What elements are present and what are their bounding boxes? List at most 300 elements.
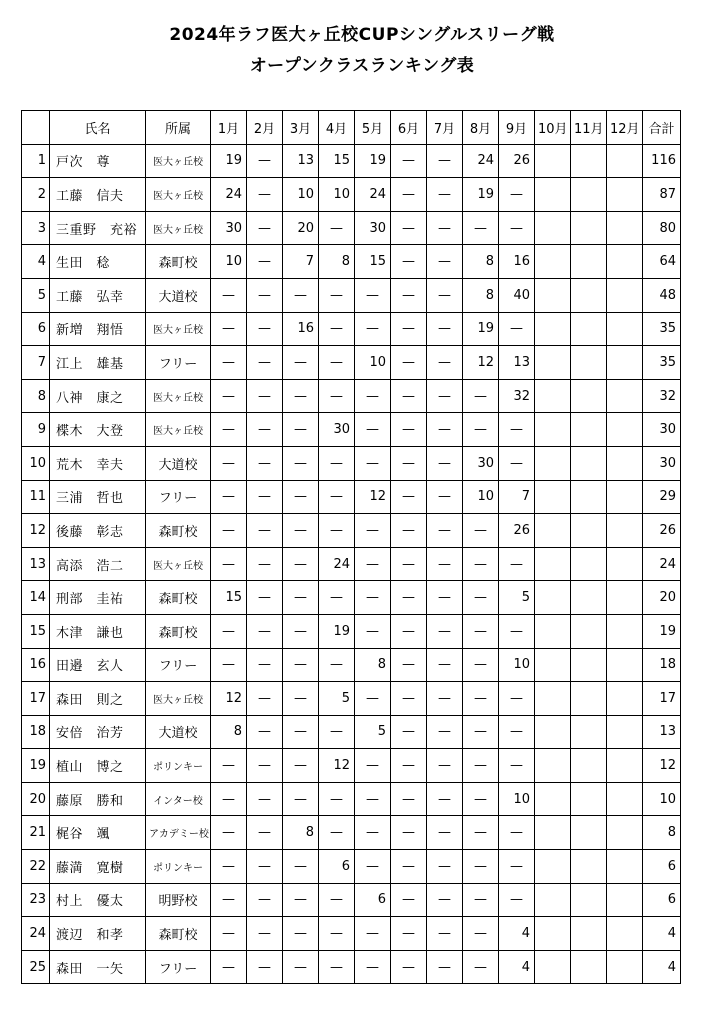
month-score: — xyxy=(283,950,319,984)
month-score: — xyxy=(463,211,499,245)
month-score: — xyxy=(247,648,283,682)
month-score xyxy=(535,278,571,312)
month-score: — xyxy=(427,245,463,279)
month-score: — xyxy=(463,682,499,716)
month-score: — xyxy=(463,917,499,951)
total-score: 32 xyxy=(643,379,681,413)
month-score: 16 xyxy=(283,312,319,346)
ranking-table xyxy=(21,110,681,984)
affiliation: 森町校 xyxy=(146,917,211,951)
month-score: 5 xyxy=(319,682,355,716)
month-score xyxy=(535,211,571,245)
month-score: — xyxy=(247,446,283,480)
month-score: — xyxy=(391,379,427,413)
player-name: 渡辺 和孝 xyxy=(50,917,146,951)
month-score xyxy=(571,850,607,884)
rank-cell: 15 xyxy=(22,614,50,648)
rank-cell: 1 xyxy=(22,144,50,178)
rank-cell: 18 xyxy=(22,715,50,749)
rank-cell: 11 xyxy=(22,480,50,514)
month-score: — xyxy=(355,581,391,615)
month-score: — xyxy=(247,346,283,380)
total-score: 8 xyxy=(643,816,681,850)
month-score: — xyxy=(355,446,391,480)
month-score: — xyxy=(247,178,283,212)
month-score xyxy=(571,178,607,212)
month-score: — xyxy=(211,648,247,682)
month-score: — xyxy=(391,648,427,682)
total-score: 80 xyxy=(643,211,681,245)
table-row xyxy=(22,749,681,783)
month-score: — xyxy=(427,346,463,380)
month-score: — xyxy=(427,682,463,716)
month-score xyxy=(607,850,643,884)
month-score xyxy=(571,379,607,413)
month-score: — xyxy=(355,278,391,312)
month-score xyxy=(535,446,571,480)
month-score: — xyxy=(391,480,427,514)
month-score: 12 xyxy=(211,682,247,716)
rank-cell: 14 xyxy=(22,581,50,615)
month-score: 8 xyxy=(211,715,247,749)
month-score: — xyxy=(499,312,535,346)
month-score: — xyxy=(391,514,427,548)
month-score: 10 xyxy=(499,648,535,682)
total-score: 35 xyxy=(643,346,681,380)
month-score: 19 xyxy=(355,144,391,178)
column-header xyxy=(22,111,50,145)
month-score: — xyxy=(427,782,463,816)
month-score: — xyxy=(427,614,463,648)
month-score: 6 xyxy=(319,850,355,884)
column-header: 12月 xyxy=(607,111,643,145)
month-score xyxy=(535,379,571,413)
month-score: 40 xyxy=(499,278,535,312)
total-score: 17 xyxy=(643,682,681,716)
affiliation: フリー xyxy=(146,480,211,514)
affiliation: 医大ヶ丘校 xyxy=(146,211,211,245)
month-score xyxy=(571,346,607,380)
month-score: 19 xyxy=(319,614,355,648)
month-score: — xyxy=(283,682,319,716)
month-score xyxy=(607,917,643,951)
month-score xyxy=(535,346,571,380)
table-row xyxy=(22,614,681,648)
month-score: — xyxy=(283,917,319,951)
column-header: 4月 xyxy=(319,111,355,145)
month-score xyxy=(607,816,643,850)
month-score: — xyxy=(319,581,355,615)
column-header: 9月 xyxy=(499,111,535,145)
month-score xyxy=(607,514,643,548)
affiliation: 医大ヶ丘校 xyxy=(146,144,211,178)
month-score: — xyxy=(319,312,355,346)
month-score: — xyxy=(283,346,319,380)
month-score xyxy=(571,648,607,682)
month-score: — xyxy=(283,749,319,783)
month-score xyxy=(607,413,643,447)
month-score: 7 xyxy=(499,480,535,514)
month-score: — xyxy=(247,211,283,245)
total-score: 29 xyxy=(643,480,681,514)
table-row xyxy=(22,312,681,346)
month-score xyxy=(571,312,607,346)
month-score: — xyxy=(211,614,247,648)
column-header: 5月 xyxy=(355,111,391,145)
total-score: 48 xyxy=(643,278,681,312)
table-row xyxy=(22,245,681,279)
month-score: 19 xyxy=(211,144,247,178)
affiliation: 森町校 xyxy=(146,581,211,615)
total-score: 24 xyxy=(643,547,681,581)
player-name: 新増 翔悟 xyxy=(50,312,146,346)
month-score xyxy=(535,144,571,178)
month-score: — xyxy=(391,682,427,716)
month-score: — xyxy=(283,547,319,581)
total-score: 30 xyxy=(643,413,681,447)
total-score: 12 xyxy=(643,749,681,783)
player-name: 木津 謙也 xyxy=(50,614,146,648)
month-score: 20 xyxy=(283,211,319,245)
table-body xyxy=(22,144,681,984)
month-score: 24 xyxy=(211,178,247,212)
affiliation: フリー xyxy=(146,346,211,380)
month-score xyxy=(571,614,607,648)
table-row xyxy=(22,850,681,884)
month-score: — xyxy=(283,413,319,447)
month-score: 12 xyxy=(319,749,355,783)
table-row xyxy=(22,715,681,749)
month-score: 4 xyxy=(499,917,535,951)
player-name: 江上 雄基 xyxy=(50,346,146,380)
month-score: — xyxy=(283,379,319,413)
table-row xyxy=(22,446,681,480)
total-score: 4 xyxy=(643,917,681,951)
month-score: 19 xyxy=(463,312,499,346)
month-score: — xyxy=(391,614,427,648)
total-score: 20 xyxy=(643,581,681,615)
column-header: 6月 xyxy=(391,111,427,145)
page-title: 2024年ラフ医大ヶ丘校CUPシングルスリーグ戦 xyxy=(169,25,555,45)
month-score: — xyxy=(211,346,247,380)
total-score: 6 xyxy=(643,850,681,884)
month-score: — xyxy=(319,715,355,749)
month-score: — xyxy=(283,883,319,917)
month-score: — xyxy=(247,614,283,648)
month-score xyxy=(535,850,571,884)
month-score: — xyxy=(247,950,283,984)
month-score: — xyxy=(247,883,283,917)
month-score xyxy=(535,883,571,917)
month-score xyxy=(607,782,643,816)
month-score: — xyxy=(247,514,283,548)
table-row xyxy=(22,346,681,380)
month-score: — xyxy=(463,648,499,682)
month-score: — xyxy=(319,816,355,850)
month-score: — xyxy=(391,547,427,581)
table-header xyxy=(22,111,681,145)
column-header: 合計 xyxy=(643,111,681,145)
table-row xyxy=(22,782,681,816)
affiliation: 森町校 xyxy=(146,514,211,548)
month-score xyxy=(535,245,571,279)
month-score xyxy=(535,514,571,548)
player-name: 荒木 幸夫 xyxy=(50,446,146,480)
rank-cell: 22 xyxy=(22,850,50,884)
month-score: — xyxy=(247,816,283,850)
month-score: 26 xyxy=(499,144,535,178)
month-score xyxy=(535,547,571,581)
player-name: 村上 優太 xyxy=(50,883,146,917)
month-score xyxy=(571,446,607,480)
month-score: — xyxy=(463,883,499,917)
table-row xyxy=(22,178,681,212)
rank-cell: 16 xyxy=(22,648,50,682)
month-score: — xyxy=(463,850,499,884)
month-score: 12 xyxy=(463,346,499,380)
affiliation: ポリンキー xyxy=(146,850,211,884)
month-score: — xyxy=(211,850,247,884)
month-score: 15 xyxy=(319,144,355,178)
page-subtitle: オープンクラスランキング表 xyxy=(249,56,475,76)
month-score: — xyxy=(211,950,247,984)
month-score: — xyxy=(247,917,283,951)
month-score: — xyxy=(391,346,427,380)
month-score: — xyxy=(427,917,463,951)
month-score: — xyxy=(427,379,463,413)
month-score xyxy=(607,547,643,581)
table-row xyxy=(22,648,681,682)
month-score: — xyxy=(391,850,427,884)
player-name: 後藤 彰志 xyxy=(50,514,146,548)
month-score: — xyxy=(463,614,499,648)
affiliation: 明野校 xyxy=(146,883,211,917)
month-score: 32 xyxy=(499,379,535,413)
month-score: — xyxy=(427,547,463,581)
month-score: — xyxy=(211,413,247,447)
affiliation: ポリンキー xyxy=(146,749,211,783)
month-score: — xyxy=(463,749,499,783)
month-score: — xyxy=(355,917,391,951)
player-name: 森田 則之 xyxy=(50,682,146,716)
month-score: — xyxy=(283,514,319,548)
table-row xyxy=(22,547,681,581)
month-score xyxy=(607,312,643,346)
month-score xyxy=(571,514,607,548)
month-score: 10 xyxy=(283,178,319,212)
month-score: — xyxy=(499,446,535,480)
month-score: — xyxy=(355,950,391,984)
month-score xyxy=(571,211,607,245)
month-score: — xyxy=(355,379,391,413)
month-score: — xyxy=(211,782,247,816)
month-score: — xyxy=(247,850,283,884)
table-row xyxy=(22,883,681,917)
affiliation: 医大ヶ丘校 xyxy=(146,682,211,716)
affiliation: インター校 xyxy=(146,782,211,816)
affiliation: 医大ヶ丘校 xyxy=(146,178,211,212)
player-name: 三浦 哲也 xyxy=(50,480,146,514)
table-row xyxy=(22,917,681,951)
column-header: 1月 xyxy=(211,111,247,145)
month-score: — xyxy=(319,446,355,480)
month-score: 24 xyxy=(355,178,391,212)
month-score xyxy=(571,883,607,917)
total-score: 18 xyxy=(643,648,681,682)
rank-cell: 8 xyxy=(22,379,50,413)
month-score xyxy=(535,178,571,212)
player-name: 三重野 充裕 xyxy=(50,211,146,245)
affiliation: 医大ヶ丘校 xyxy=(146,413,211,447)
rank-cell: 21 xyxy=(22,816,50,850)
table-row xyxy=(22,816,681,850)
month-score: 8 xyxy=(283,816,319,850)
month-score xyxy=(535,413,571,447)
table-row xyxy=(22,413,681,447)
month-score: — xyxy=(247,715,283,749)
month-score: — xyxy=(247,245,283,279)
month-score: — xyxy=(427,850,463,884)
total-score: 87 xyxy=(643,178,681,212)
month-score xyxy=(607,245,643,279)
rank-cell: 13 xyxy=(22,547,50,581)
month-score: — xyxy=(355,816,391,850)
total-score: 19 xyxy=(643,614,681,648)
month-score: — xyxy=(499,682,535,716)
table-row xyxy=(22,581,681,615)
month-score xyxy=(535,648,571,682)
month-score: 26 xyxy=(499,514,535,548)
month-score xyxy=(607,178,643,212)
rank-cell: 12 xyxy=(22,514,50,548)
month-score: 30 xyxy=(211,211,247,245)
affiliation: 大道校 xyxy=(146,446,211,480)
month-score: — xyxy=(247,413,283,447)
month-score xyxy=(607,278,643,312)
month-score: — xyxy=(391,950,427,984)
month-score xyxy=(607,950,643,984)
month-score: — xyxy=(391,446,427,480)
month-score xyxy=(535,682,571,716)
month-score: 10 xyxy=(463,480,499,514)
month-score: — xyxy=(427,312,463,346)
total-score: 35 xyxy=(643,312,681,346)
month-score: — xyxy=(283,581,319,615)
month-score xyxy=(535,581,571,615)
month-score: 30 xyxy=(355,211,391,245)
month-score: — xyxy=(319,346,355,380)
month-score: — xyxy=(463,715,499,749)
month-score: 8 xyxy=(463,245,499,279)
month-score: — xyxy=(391,816,427,850)
month-score xyxy=(607,446,643,480)
month-score xyxy=(535,480,571,514)
month-score: — xyxy=(319,917,355,951)
month-score: 6 xyxy=(355,883,391,917)
month-score xyxy=(571,950,607,984)
table-row xyxy=(22,211,681,245)
month-score: — xyxy=(355,850,391,884)
month-score: — xyxy=(211,816,247,850)
table-row xyxy=(22,950,681,984)
month-score: — xyxy=(355,413,391,447)
month-score: — xyxy=(247,480,283,514)
affiliation: 医大ヶ丘校 xyxy=(146,547,211,581)
month-score: — xyxy=(283,850,319,884)
month-score: — xyxy=(499,883,535,917)
column-header: 7月 xyxy=(427,111,463,145)
month-score: — xyxy=(355,514,391,548)
month-score: — xyxy=(391,883,427,917)
month-score xyxy=(607,346,643,380)
month-score xyxy=(535,816,571,850)
month-score: — xyxy=(391,413,427,447)
month-score: — xyxy=(211,749,247,783)
month-score: — xyxy=(499,816,535,850)
month-score: 16 xyxy=(499,245,535,279)
month-score: — xyxy=(463,950,499,984)
month-score: — xyxy=(319,648,355,682)
affiliation: 医大ヶ丘校 xyxy=(146,379,211,413)
month-score: 10 xyxy=(355,346,391,380)
month-score: 8 xyxy=(463,278,499,312)
month-score: 19 xyxy=(463,178,499,212)
month-score: — xyxy=(319,950,355,984)
month-score: 8 xyxy=(319,245,355,279)
month-score xyxy=(571,682,607,716)
month-score xyxy=(571,715,607,749)
month-score: 5 xyxy=(499,581,535,615)
month-score: — xyxy=(463,547,499,581)
month-score xyxy=(571,413,607,447)
affiliation: フリー xyxy=(146,648,211,682)
month-score: — xyxy=(283,648,319,682)
total-score: 6 xyxy=(643,883,681,917)
total-score: 30 xyxy=(643,446,681,480)
month-score: — xyxy=(283,480,319,514)
column-header: 所属 xyxy=(146,111,211,145)
month-score: — xyxy=(499,850,535,884)
month-score: — xyxy=(463,379,499,413)
month-score: — xyxy=(427,480,463,514)
month-score: — xyxy=(319,211,355,245)
month-score: — xyxy=(283,614,319,648)
player-name: 藤満 寛樹 xyxy=(50,850,146,884)
month-score: — xyxy=(283,446,319,480)
month-score xyxy=(607,749,643,783)
month-score: 8 xyxy=(355,648,391,682)
month-score: — xyxy=(463,413,499,447)
month-score: — xyxy=(247,379,283,413)
table-row xyxy=(22,278,681,312)
month-score: — xyxy=(391,278,427,312)
column-header: 10月 xyxy=(535,111,571,145)
month-score xyxy=(607,614,643,648)
month-score: — xyxy=(427,211,463,245)
month-score: — xyxy=(319,883,355,917)
month-score: — xyxy=(427,648,463,682)
month-score: 24 xyxy=(319,547,355,581)
total-score: 116 xyxy=(643,144,681,178)
month-score xyxy=(535,749,571,783)
month-score: — xyxy=(211,514,247,548)
month-score: — xyxy=(499,715,535,749)
month-score: — xyxy=(427,278,463,312)
month-score xyxy=(535,917,571,951)
month-score: — xyxy=(211,883,247,917)
column-header: 2月 xyxy=(247,111,283,145)
player-name: 森田 一矢 xyxy=(50,950,146,984)
